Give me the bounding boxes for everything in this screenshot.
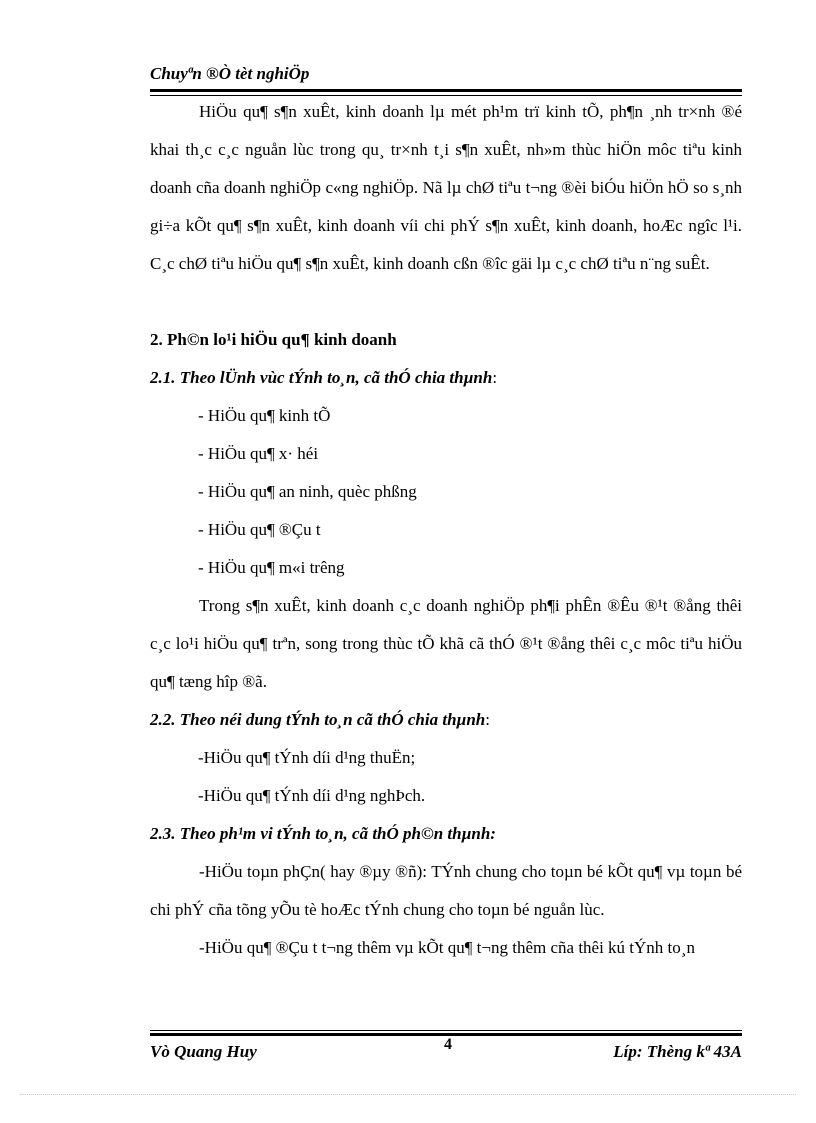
list-item: - HiÖu qu¶ kinh tÕ bbox=[198, 406, 331, 425]
list-item: - HiÖu qu¶ x· héi bbox=[198, 444, 319, 463]
paragraph-definition: HiÖu qu¶ s¶n xuÊt, kinh doanh lµ mét ph¹m trï kinh tÕ, ph¶n ¸nh tr×nh ®é khai th¸c c¸c nguån lùc trong qu¸ tr×nh t¸i s¶n xuÊt, nh»m thùc hiÖn môc tiªu kinh doanh cña doanh nghiÖp c«ng nghiÖp. Nã lµ chØ tiªu t¬ng ®èi biÓu hiÖn hÖ so s¸nh gi÷a kÕt qu¶ s¶n xuÊt, kinh doanh víi chi phÝ s¶n xuÊt, kinh doanh, hoÆc ngîc l¹i. C¸c chØ tiªu hiÖu qu¶ s¶n xuÊt, kinh doanh cßn ®îc gäi lµ c¸c chØ tiªu n¨ng suÊt. bbox=[150, 102, 742, 273]
page-number: 4 bbox=[444, 1036, 452, 1053]
blank-line bbox=[150, 283, 742, 321]
header-rule-thick bbox=[150, 89, 742, 92]
footer-author: Vò Quang Huy bbox=[150, 1042, 257, 1061]
paragraph-combined-efficiency: Trong s¶n xuÊt, kinh doanh c¸c doanh nghiÖp ph¶i phÊn ®Êu ®¹t ®ång thêi c¸c lo¹i hiÖu qu¶ trªn, song trong thùc tÕ khã cã thÓ ®¹t ®ång thêi c¸c môc tiªu hiÖu qu¶ tæng hîp ®ã. bbox=[150, 596, 742, 691]
paragraph-incremental-efficiency: -HiÖu qu¶ ®Çu t t¬ng thêm vµ kÕt qu¶ t¬ng thêm cña thêi kú tÝnh to¸n bbox=[199, 938, 695, 957]
footer-class-label: Líp: Thèng kª 43A bbox=[613, 1042, 742, 1061]
list-item: - HiÖu qu¶ ®Çu t bbox=[198, 520, 321, 539]
subheading-2-1-text: 2.1. Theo lÜnh vùc tÝnh to¸n, cã thÓ chia thµnh bbox=[150, 368, 493, 387]
section-heading: 2. Ph©n lo¹i hiÖu qu¶ kinh doanh bbox=[150, 330, 397, 349]
subheading-2-2-text: 2.2. Theo néi dung tÝnh to¸n cã thÓ chia thµnh bbox=[150, 710, 486, 729]
list-item: - HiÖu qu¶ m«i trêng bbox=[198, 558, 345, 577]
document-body bbox=[150, 93, 742, 967]
subheading-2-2 bbox=[150, 701, 742, 739]
subheading-2-2-colon: : bbox=[485, 710, 490, 729]
list-item: -HiÖu qu¶ tÝnh díi d¹ng nghÞch. bbox=[198, 786, 426, 805]
subheading-2-1 bbox=[150, 359, 742, 397]
footer-rule-thin bbox=[150, 1030, 742, 1031]
list-item: -HiÖu qu¶ tÝnh díi d¹ng thuËn; bbox=[198, 748, 416, 767]
header-title: Chuyªn ®Ò tèt nghiÖp bbox=[150, 64, 310, 83]
page-bottom-border bbox=[20, 1094, 796, 1095]
paragraph-total-efficiency: -HiÖu toµn phÇn( hay ®µy ®ñ): TÝnh chung cho toµn bé kÕt qu¶ vµ toµn bé chi phÝ cña tõng yÕu tè hoÆc tÝnh chung cho toµn bé nguån lùc. bbox=[150, 862, 742, 919]
subheading-2-3: 2.3. Theo ph¹m vi tÝnh to¸n, cã thÓ ph©n thµnh: bbox=[150, 824, 496, 843]
list-item: - HiÖu qu¶ an ninh, quèc phßng bbox=[198, 482, 417, 501]
subheading-2-1-colon: : bbox=[492, 368, 498, 387]
